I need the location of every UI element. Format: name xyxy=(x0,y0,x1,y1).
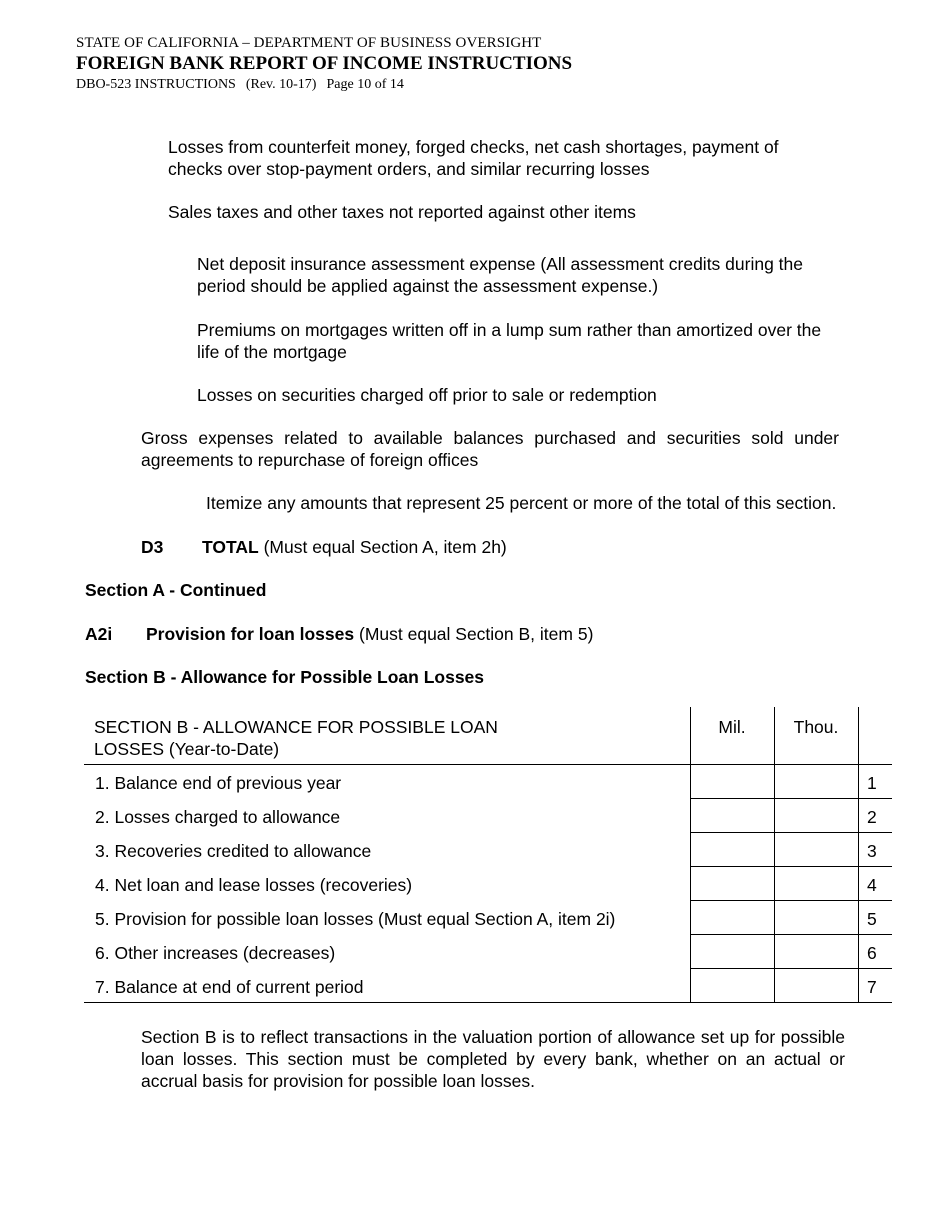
row-divider xyxy=(690,866,892,867)
table-row-label: 1. Balance end of previous year xyxy=(95,773,342,793)
paragraph-counterfeit-losses: Losses from counterfeit money, forged checks, net cash shortages, payment of checks over stop-payment orders, and similar recurring losses xyxy=(168,137,779,179)
section-a-continued-heading: Section A - Continued xyxy=(85,580,267,600)
d3-total-note: (Must equal Section A, item 2h) xyxy=(258,537,507,557)
a2i-label: Provision for loan losses xyxy=(146,624,355,644)
form-info-line xyxy=(76,77,572,94)
col-divider xyxy=(774,707,775,1003)
paragraph-deposit-insurance: Net deposit insurance assessment expense (All assessment credits during the period should be applied against the assessment expense.) xyxy=(197,254,803,296)
form-id: DBO-523 INSTRUCTIONS xyxy=(76,76,236,92)
table-row-label: 2. Losses charged to allowance xyxy=(95,807,341,827)
col-divider xyxy=(690,707,691,1003)
table-header-line-1: SECTION B - ALLOWANCE FOR POSSIBLE LOAN xyxy=(94,717,498,737)
a2i-code: A2i xyxy=(85,624,113,644)
table-row-number: 6 xyxy=(867,943,877,963)
col-header-thou: Thou. xyxy=(793,717,839,737)
row-divider xyxy=(690,934,892,935)
row-divider xyxy=(84,1002,892,1003)
table-row-label: 7. Balance at end of current period xyxy=(95,977,364,997)
table-row-number: 1 xyxy=(867,773,877,793)
section-b-heading: Section B - Allowance for Possible Loan Losses xyxy=(85,667,485,687)
table-row-label: 6. Other increases (decreases) xyxy=(95,943,336,963)
page-header xyxy=(76,34,572,94)
document-title: FOREIGN BANK REPORT OF INCOME INSTRUCTIONS xyxy=(76,53,573,74)
a2i-line xyxy=(85,623,685,645)
row-divider xyxy=(690,798,892,799)
table-row-number: 3 xyxy=(867,841,877,861)
agency-line: STATE OF CALIFORNIA – DEPARTMENT OF BUSINESS OVERSIGHT xyxy=(76,35,542,51)
table-row-number: 4 xyxy=(867,875,877,895)
d3-total-line xyxy=(141,536,741,558)
paragraph-securities-losses: Losses on securities charged off prior to sale or redemption xyxy=(197,385,657,405)
table-row-number: 2 xyxy=(867,807,877,827)
table-row-label: 4. Net loan and lease losses (recoveries) xyxy=(95,875,413,895)
col-header-mil: Mil. xyxy=(718,717,746,737)
page-number: Page 10 of 14 xyxy=(326,76,404,92)
row-divider xyxy=(690,832,892,833)
revision: (Rev. 10-17) xyxy=(245,76,317,92)
row-divider xyxy=(690,968,892,969)
paragraph-gross-expenses: Gross expenses related to available balances purchased and securities sold under agreements to repurchase of foreign offices xyxy=(141,428,839,470)
a2i-note: (Must equal Section B, item 5) xyxy=(354,624,594,644)
table-row-number: 5 xyxy=(867,909,877,929)
section-b-table xyxy=(84,707,892,1003)
table-header-title xyxy=(94,716,498,760)
paragraph-section-b-description: Section B is to reflect transactions in the valuation portion of allowance set up for possible loan losses. This section must be completed by every bank, whether on an actual or accrual basis for provision for possible loan losses. xyxy=(141,1027,845,1091)
table-row-number: 7 xyxy=(867,977,877,997)
d3-code: D3 xyxy=(141,537,164,557)
col-divider xyxy=(858,707,859,1003)
row-divider xyxy=(84,764,892,765)
paragraph-mortgage-premiums: Premiums on mortgages written off in a lump sum rather than amortized over the life of the mortgage xyxy=(197,320,822,362)
row-divider xyxy=(690,900,892,901)
table-header-line-2: LOSSES (Year-to-Date) xyxy=(94,739,280,759)
table-row-label: 3. Recoveries credited to allowance xyxy=(95,841,372,861)
paragraph-itemize: Itemize any amounts that represent 25 percent or more of the total of this section. xyxy=(206,493,837,513)
d3-total-label: TOTAL xyxy=(202,537,259,557)
paragraph-sales-taxes: Sales taxes and other taxes not reported against other items xyxy=(168,202,636,222)
table-row-label: 5. Provision for possible loan losses (Must equal Section A, item 2i) xyxy=(95,909,616,929)
